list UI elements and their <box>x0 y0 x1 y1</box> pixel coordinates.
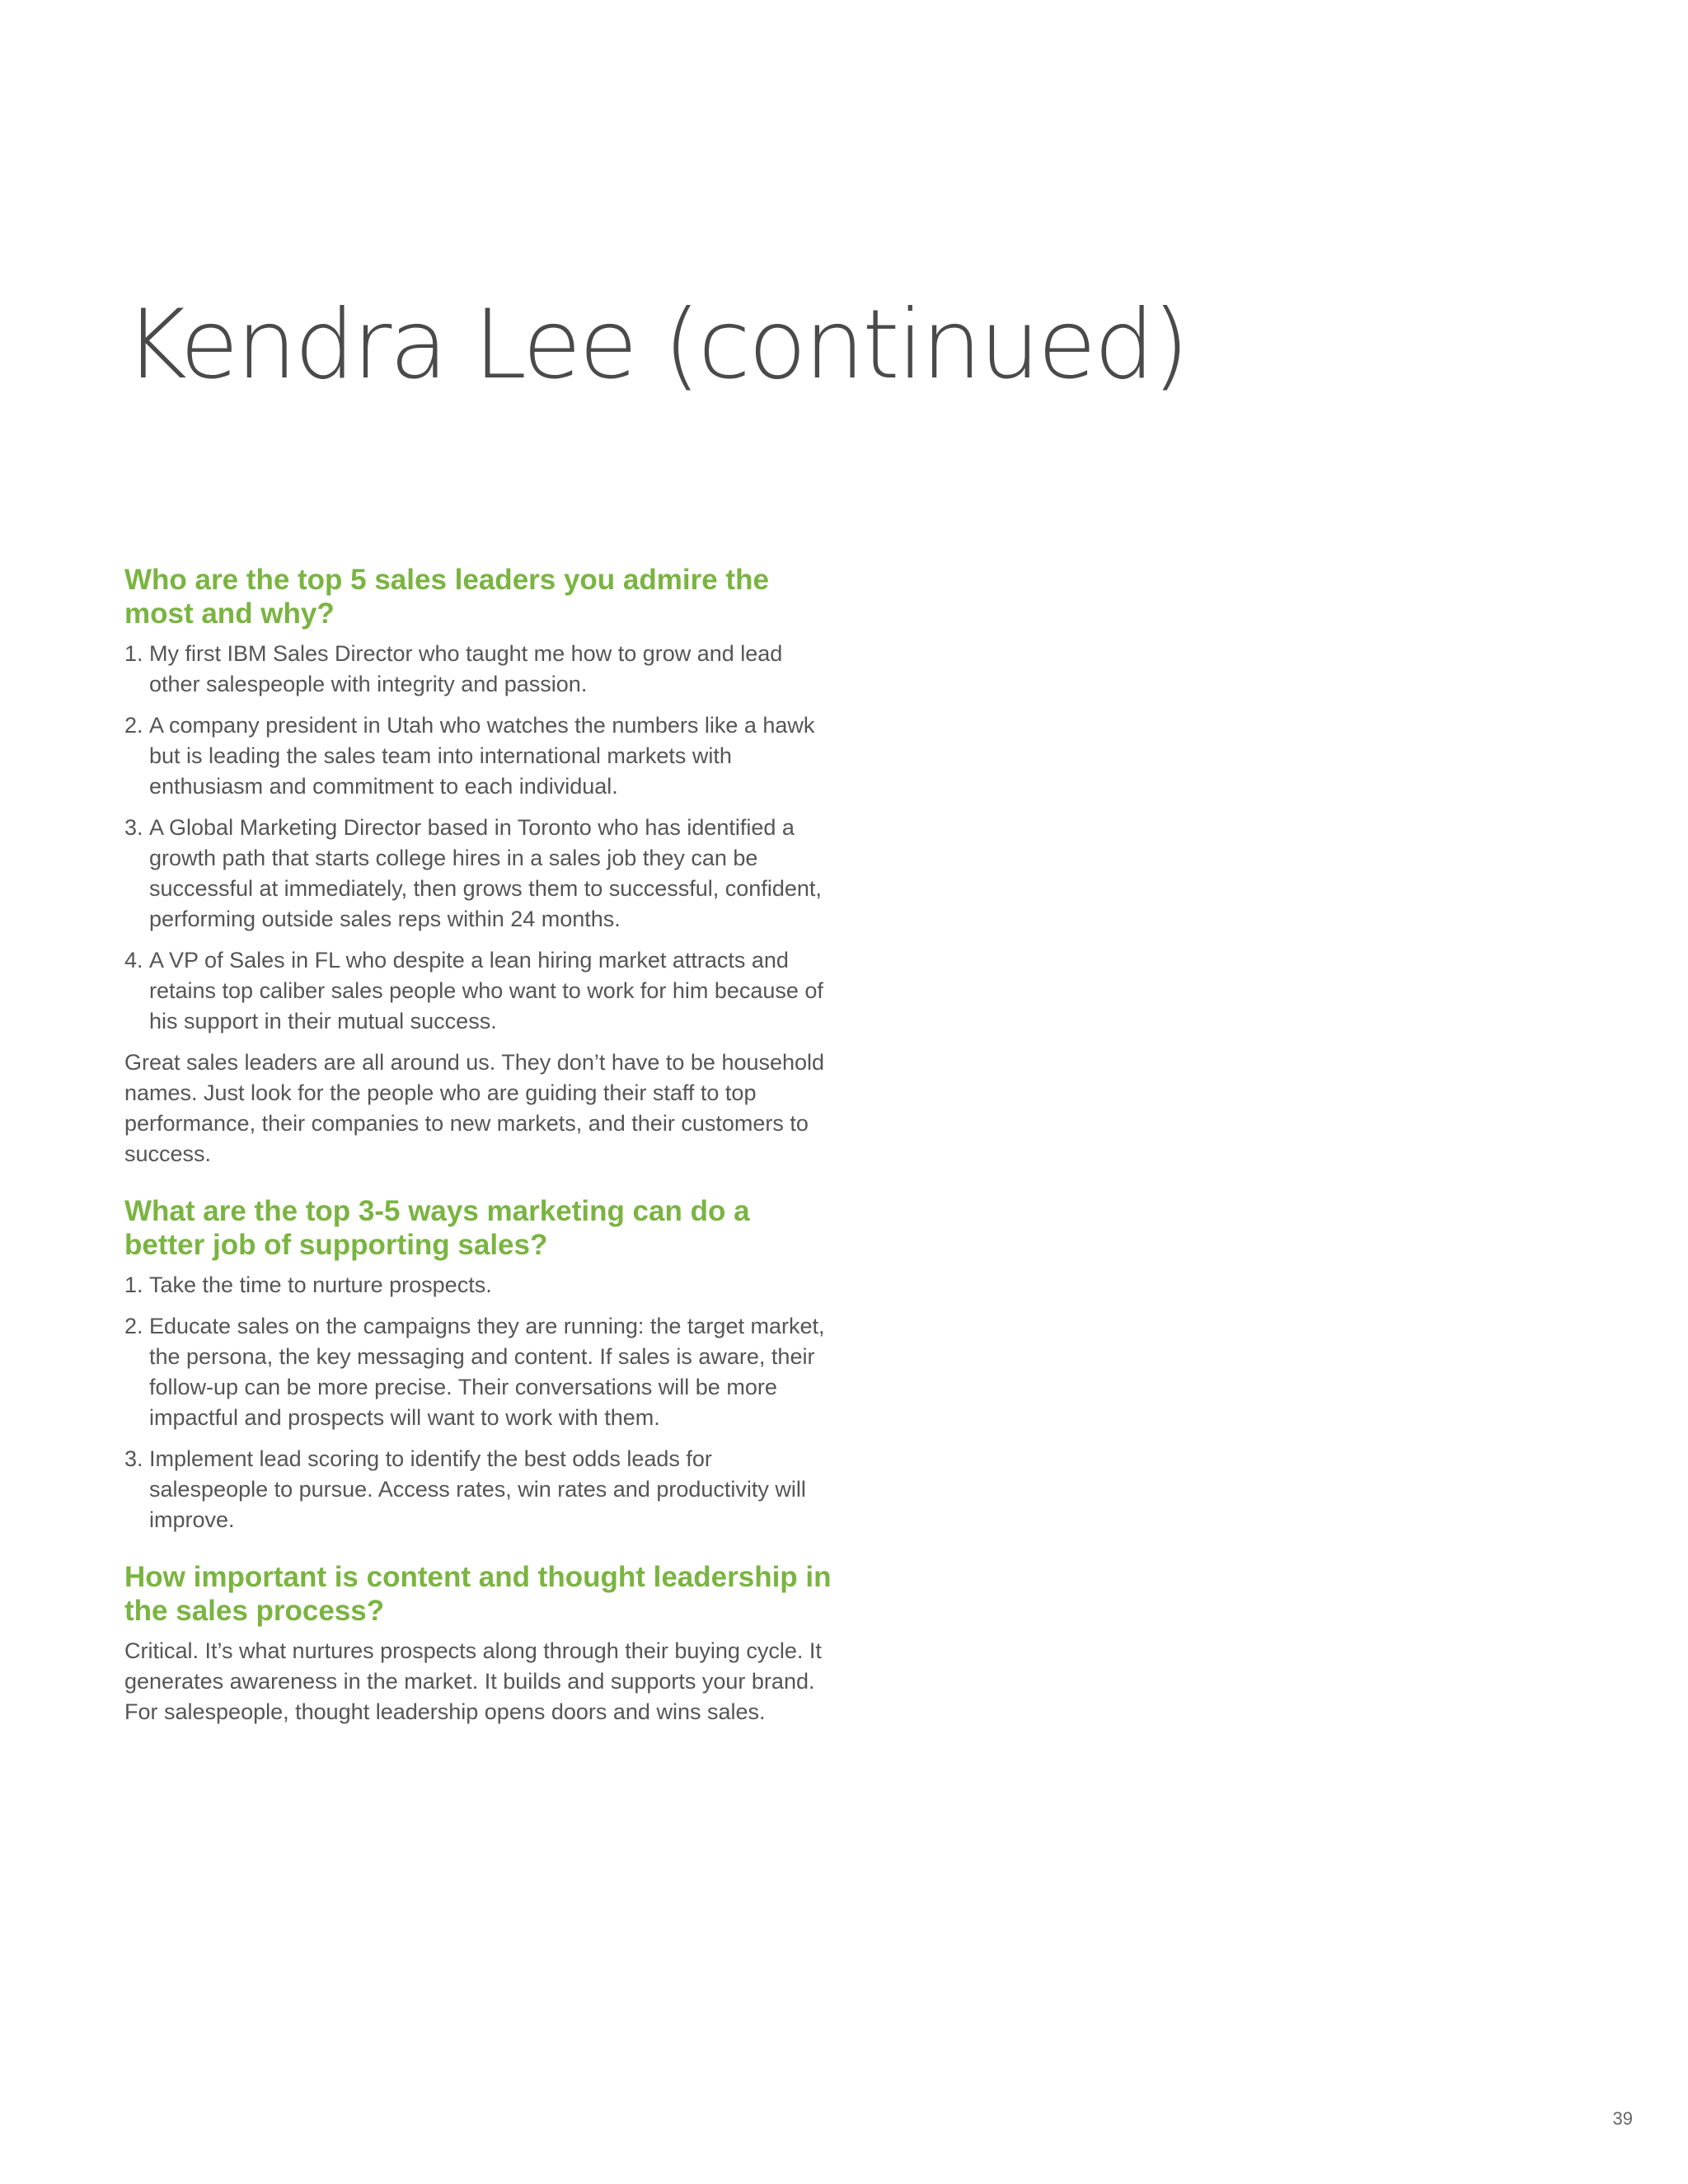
body-paragraph: Great sales leaders are all around us. They don’t have to be household names. Just look for the people who are guiding their staff to top performance, their companies to new markets, and their customers to success. <box>124 1050 825 1166</box>
section-heading: How important is content and thought leadership in the sales process? <box>124 1561 832 1627</box>
section-marketing-support <box>124 1194 833 1535</box>
section-content-thought-leadership <box>124 1560 833 1727</box>
list-item-text: Implement lead scoring to identify the best odds leads for salespeople to pursue. Access rates, win rates and productivity will improve. <box>149 1446 806 1532</box>
list-number: 1. <box>124 641 143 666</box>
list-number: 1. <box>124 1272 143 1297</box>
list-number: 3. <box>124 815 143 840</box>
numbered-list <box>124 1270 833 1535</box>
list-item <box>124 1444 833 1535</box>
list-item-text: Take the time to nurture prospects. <box>149 1272 492 1297</box>
list-item <box>124 945 833 1037</box>
list-item <box>124 710 833 802</box>
section-heading: What are the top 3-5 ways marketing can do a better job of supporting sales? <box>124 1195 750 1261</box>
page-number: 39 <box>1612 2108 1633 2129</box>
list-number: 2. <box>124 713 143 738</box>
article-content <box>124 563 833 1752</box>
list-item-text: A VP of Sales in FL who despite a lean hiring market attracts and retains top caliber sales people who want to work for him because of his support in their mutual success. <box>149 948 823 1033</box>
list-item-text: Educate sales on the campaigns they are running: the target market, the persona, the key messaging and content. If sales is aware, their follow-up can be more precise. Their conversations will be more impactful and prospects will want to work with them. <box>149 1314 825 1430</box>
list-item <box>124 1311 833 1433</box>
list-number: 3. <box>124 1446 143 1471</box>
page-title: Kendra Lee (continued) <box>124 289 1188 401</box>
list-number: 4. <box>124 948 143 972</box>
section-heading: Who are the top 5 sales leaders you admire the most and why? <box>124 564 769 630</box>
list-item-text: My first IBM Sales Director who taught me how to grow and lead other salespeople with integrity and passion. <box>149 641 783 696</box>
numbered-list <box>124 639 833 1037</box>
section-top-sales-leaders <box>124 563 833 1169</box>
list-item-text: A Global Marketing Director based in Toronto who has identified a growth path that starts college hires in a sales job they can be successful at immediately, then grows them to successful, confident, performing outside sales reps within 24 months. <box>149 815 822 931</box>
list-item <box>124 1270 833 1301</box>
body-paragraph: Critical. It’s what nurtures prospects along through their buying cycle. It generates awareness in the market. It builds and supports your brand. For salespeople, thought leadership opens doors and wins sales. <box>124 1638 822 1724</box>
list-item-text: A company president in Utah who watches the numbers like a hawk but is leading the sales team into international markets with enthusiasm and commitment to each individual. <box>149 713 815 799</box>
list-number: 2. <box>124 1314 143 1338</box>
list-item <box>124 813 833 935</box>
list-item <box>124 639 833 700</box>
